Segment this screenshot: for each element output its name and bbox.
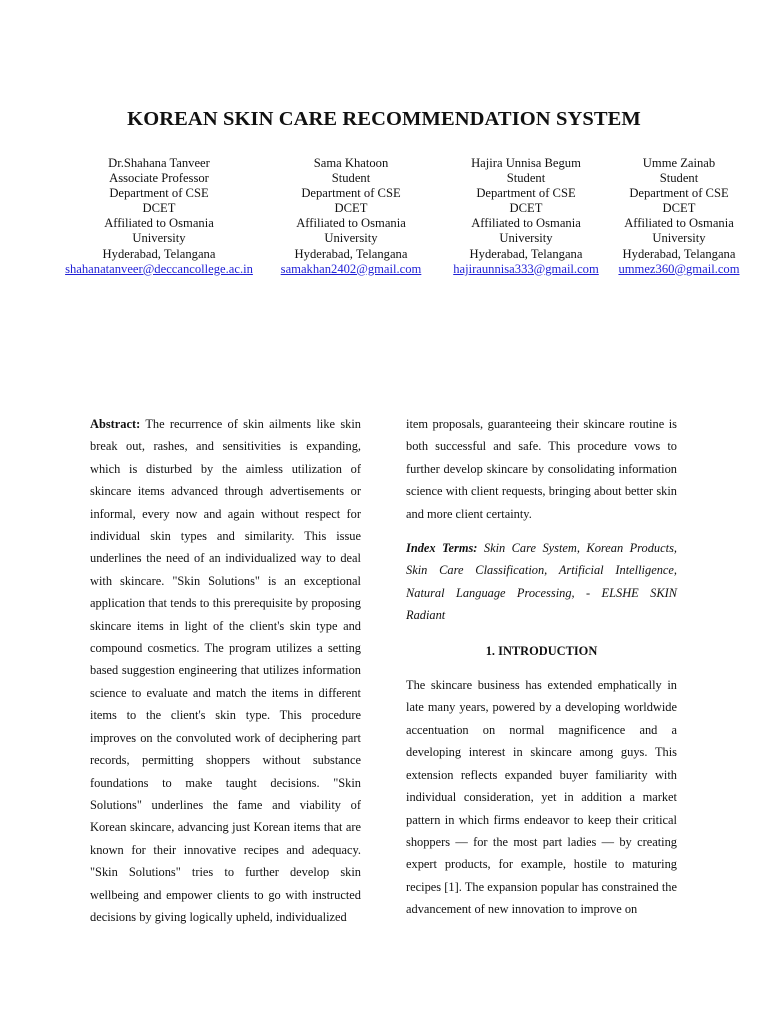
author-college: DCET <box>334 201 368 216</box>
author-department: Department of CSE <box>476 186 576 201</box>
paper-title: KOREAN SKIN CARE RECOMMENDATION SYSTEM <box>127 108 641 130</box>
right-column <box>406 413 677 921</box>
author-college: DCET <box>142 201 176 216</box>
author-affiliation: Affiliated to Osmania <box>624 216 734 231</box>
author-email-link[interactable]: hajiraunnisa333@gmail.com <box>453 261 599 276</box>
author-affiliation: Affiliated to Osmania <box>471 216 581 231</box>
author-block <box>60 156 258 277</box>
author-department: Department of CSE <box>109 186 209 201</box>
author-college: DCET <box>509 201 543 216</box>
left-column <box>90 413 361 928</box>
index-terms-label: Index Terms: <box>406 541 478 556</box>
author-email-link[interactable]: ummez360@gmail.com <box>618 261 740 276</box>
author-block <box>612 156 746 277</box>
author-email-link[interactable]: samakhan2402@gmail.com <box>280 261 422 276</box>
author-department: Department of CSE <box>301 186 401 201</box>
author-affiliation-cont: University <box>132 231 186 246</box>
author-role: Associate Professor <box>109 171 209 186</box>
author-affiliation-cont: University <box>652 231 706 246</box>
section-heading-introduction: 1. INTRODUCTION <box>485 643 598 658</box>
author-location: Hyderabad, Telangana <box>469 246 583 261</box>
author-location: Hyderabad, Telangana <box>622 246 736 261</box>
author-name: Dr.Shahana Tanveer <box>108 156 210 170</box>
author-block <box>271 156 431 277</box>
author-name: Umme Zainab <box>642 156 716 170</box>
author-affiliation: Affiliated to Osmania <box>296 216 406 231</box>
author-name: Hajira Unnisa Begum <box>471 156 581 170</box>
author-role: Student <box>659 171 699 186</box>
author-name: Sama Khatoon <box>313 156 389 170</box>
abstract-text: The recurrence of skin ailments like skin break out, rashes, and sensitivities is expanding, which is disturbed by the aimless utilization of skincare items advanced through advertisements or informal, every now and again without respect for individual skin types and similarity. This issue underlines the need of an individualized way to deal with skincare. "Skin Solutions" is an exceptional application that tends to this prerequisite by proposing skincare items in light of the client's skin type and compound cosmetics. The program utilizes a setting based suggestion engineering that utilizes information science to evaluate and match the items in different items to the client's skin type. This procedure improves on the convoluted work of deciphering part records, permitting shoppers without substance foundations to make taught decisions. "Skin Solutions" underlines the fame and viability of Korean skincare, advancing just Korean items that are known for their innovative recipes and adequacy. "Skin Solutions" tries to further develop skin wellbeing and empower clients to go with instructed decisions by giving logically upheld, individualized <box>90 417 362 924</box>
author-affiliation-cont: University <box>324 231 378 246</box>
author-role: Student <box>331 171 371 186</box>
index-terms <box>406 537 677 627</box>
author-affiliation-cont: University <box>499 231 553 246</box>
author-location: Hyderabad, Telangana <box>294 246 408 261</box>
author-email-link[interactable]: shahanatanveer@deccancollege.ac.in <box>65 261 253 276</box>
abstract-continued: item proposals, guaranteeing their skincare routine is both successful and safe. This procedure vows to further develop skincare by consolidating information science with client requests, bringing about better skin and more client certainty. <box>406 417 677 521</box>
index-terms-text: Skin Care System, Korean Products, Skin Care Classification, Artificial Intelligence, Natural Language Processing, - ELSHE SKIN Radiant <box>406 541 677 623</box>
abstract-label: Abstract: <box>90 417 141 431</box>
author-college: DCET <box>662 201 696 216</box>
author-affiliation: Affiliated to Osmania <box>104 216 214 231</box>
introduction-paragraph: The skincare business has extended emphatically in late many years, powered by a developing worldwide accentuation on normal magnificence and a developing interest in skincare among guys. This extension reflects expanded buyer familiarity with individual consideration, yet in addition a market pattern in which firms endeavor to keep their critical shoppers — for the most part ladies — by creating expert products, for example, hostile to maturing recipes [1]. The expansion popular has constrained the advancement of new innovation to improve on <box>406 678 677 917</box>
abstract-paragraph <box>90 413 361 928</box>
author-department: Department of CSE <box>629 186 729 201</box>
author-block <box>446 156 606 277</box>
author-role: Student <box>506 171 546 186</box>
author-location: Hyderabad, Telangana <box>102 246 216 261</box>
